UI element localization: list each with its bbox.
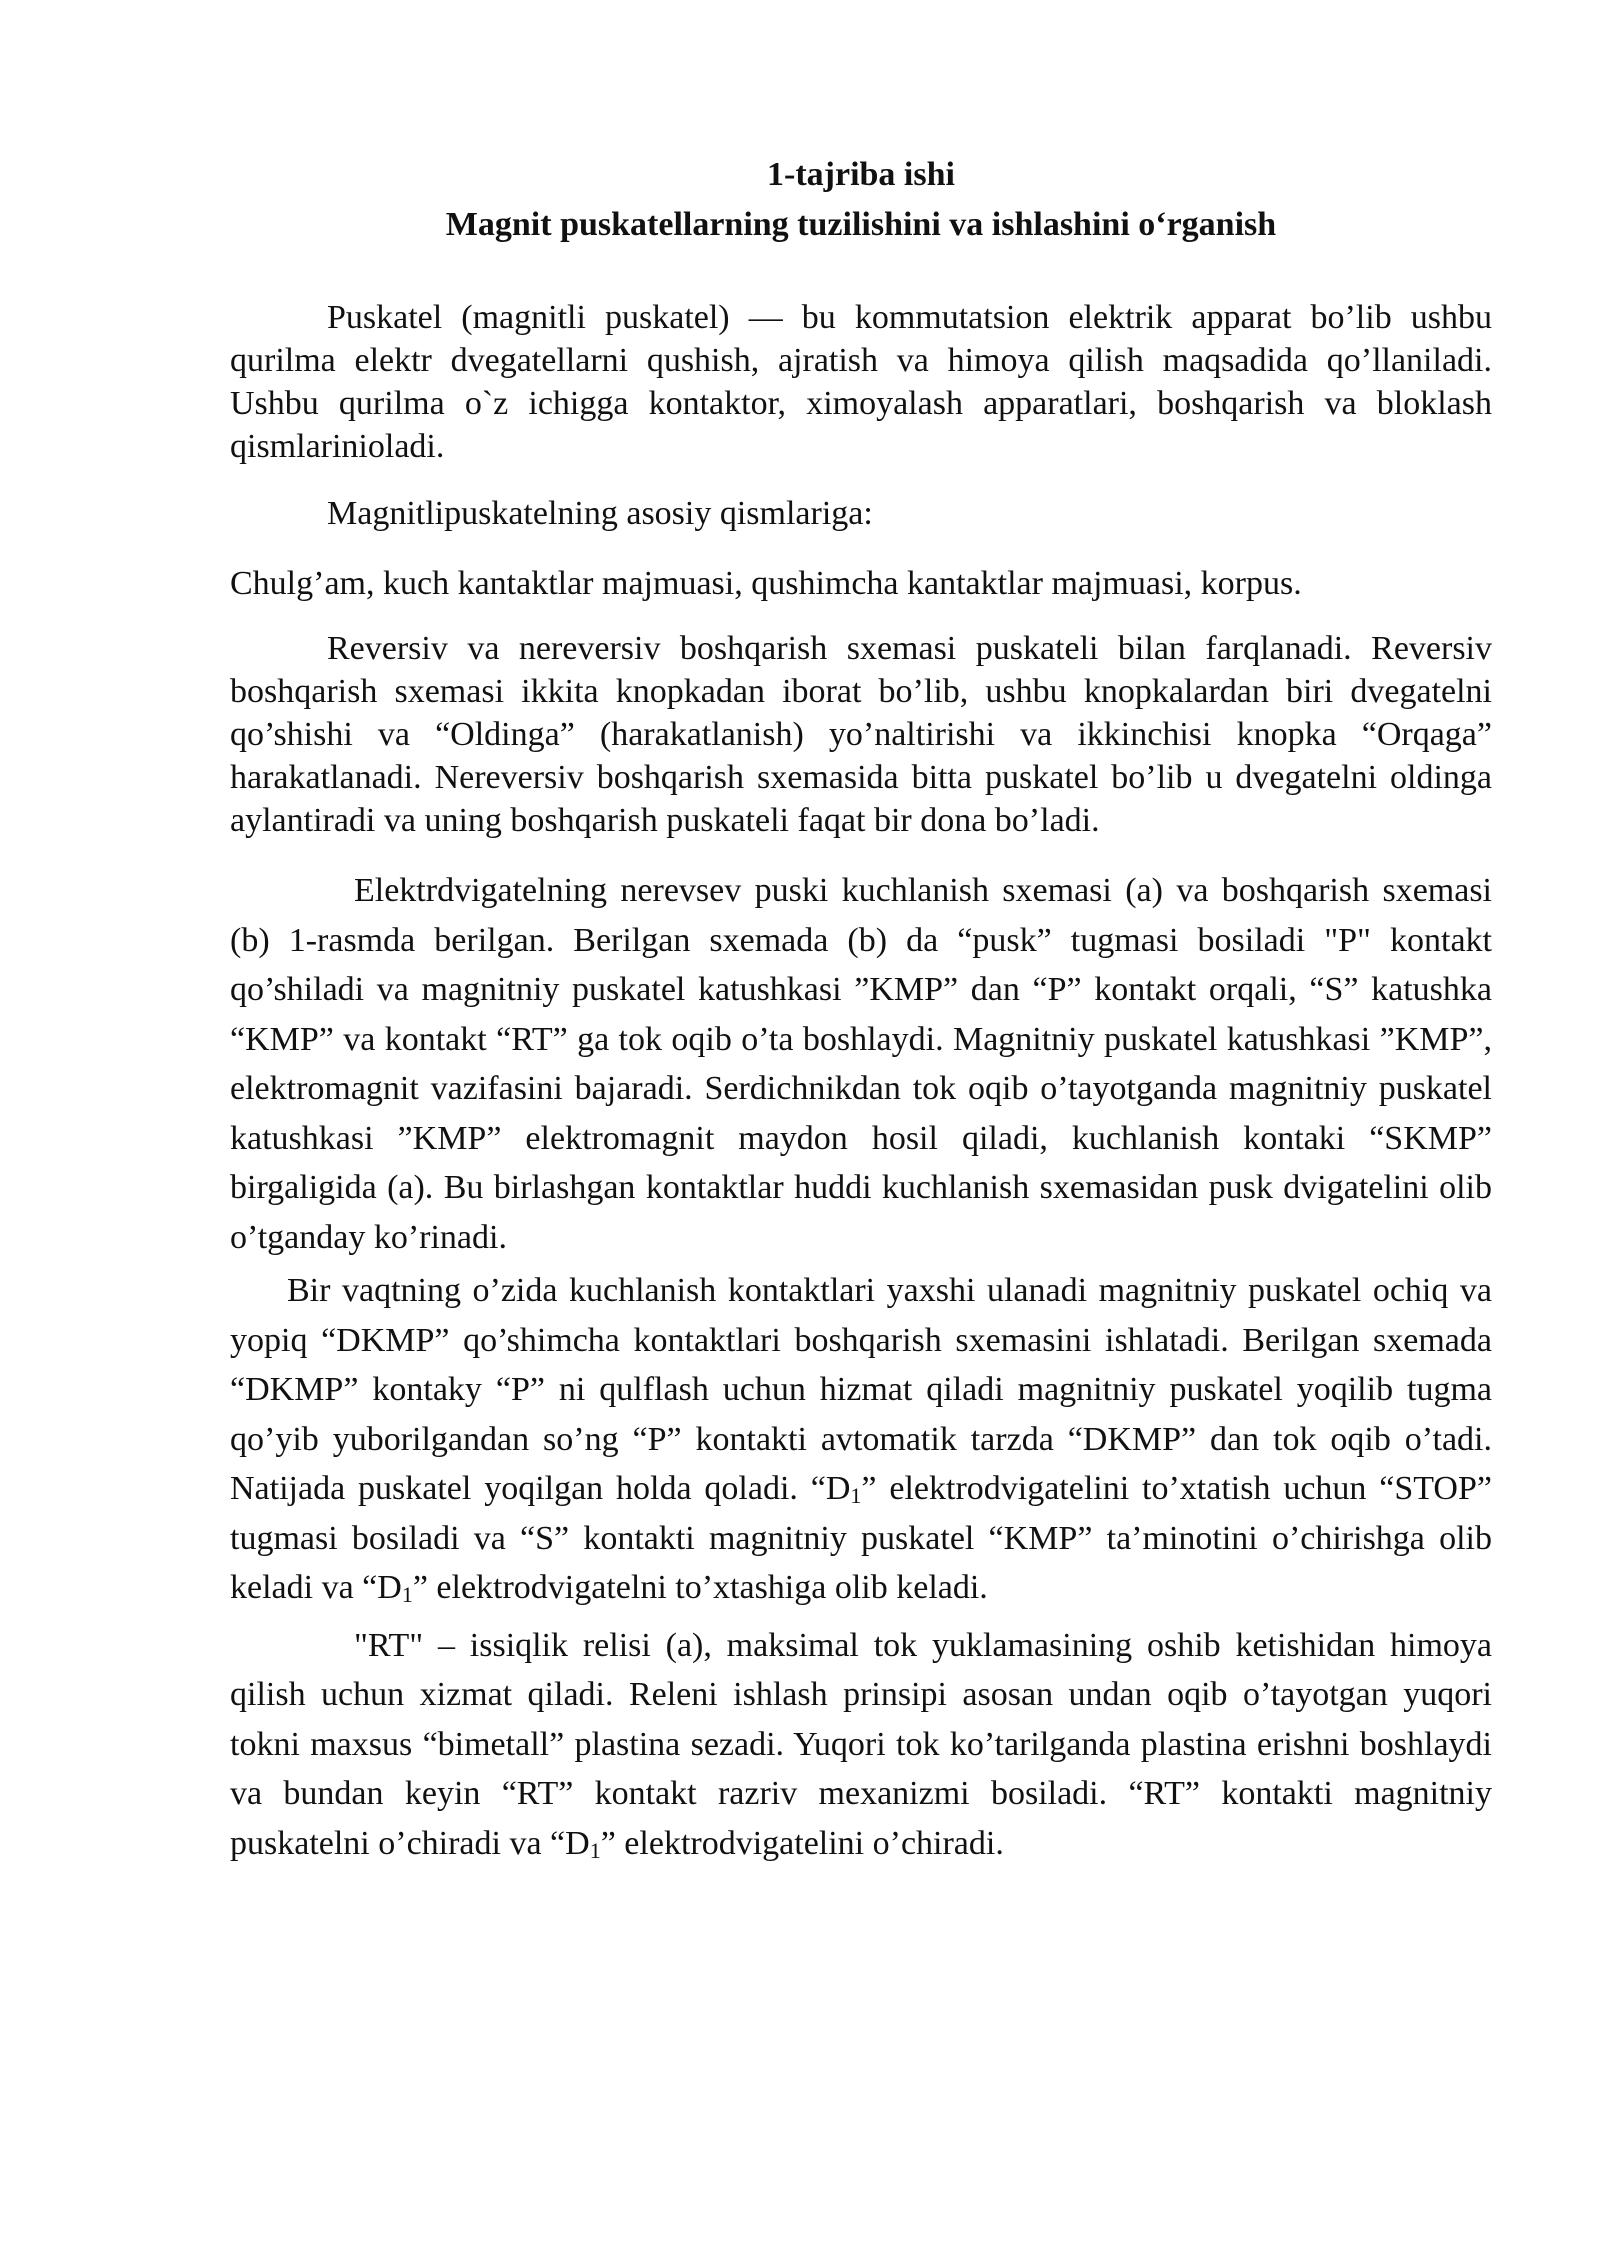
document-title: Magnit puskatellarning tuzilishini va ishlashini o‘rganish [445, 206, 1277, 243]
paragraph-thermal-relay-text-1: "RT" – issiqlik relisi (a), maksimal tok yuklamasining oshib ketishidan himoya qilish uchun xizmat qiladi. Releni ishlash prinsipi asosan undan oqib o’tayotgan yuqori tokni maxsus “bimetall” plastina sezadi. Yuqori tok ko’tarilganda plastina erishni boshlaydi va bundan keyin “RT” kontakt razriv mexanizmi bosiladi. “RT” kontakti magnitniy puskatelni o’chiradi va “D [230, 1626, 1492, 1862]
subscript-1: 1 [401, 1582, 413, 1607]
paragraph-thermal-relay-text-2: ” elektrodvigatelini o’chiradi. [600, 1824, 1004, 1862]
paragraph-contacts-text-1: Bir vaqtning o’zida kuchlanish kontaktlari yaxshi ulanadi magnitniy puskatel ochiq va yopiq “DKMP” qo’shimcha kontaktlari boshqarish sxemasini ishlatadi. Berilgan sxemada “DKMP” kontaky “P” ni qulflash uchun hizmat qiladi magnitniy puskatel yoqilib tugma qo’yib yuborilgandan so’ng “P” kontakti avtomatik tarzda “DKMP” dan tok oqib o’tadi. Natijada puskatel yoqilgan holda qoladi. “D [230, 1272, 1492, 1507]
lab-number-heading: 1-tajriba ishi [767, 156, 955, 193]
paragraph-thermal-relay [230, 1621, 1492, 1869]
paragraph-contacts-text-3: ” elektrodvigatelni to’xtashiga olib keladi. [412, 1569, 988, 1606]
subscript-1: 1 [589, 1837, 601, 1863]
paragraph-contacts-text-2: ” elektrodvigatelini to’xtatish uchun “STOP” tugmasi bosiladi va “S” kontakti magnitniy puskatel “KMP” ta’minotini o’chirishga olib keladi va “D [230, 1470, 1492, 1606]
document-body [230, 150, 1492, 1868]
paragraph-control-scheme: Elektrdvigatelning nerevsev puski kuchlanish sxemasi (a) va boshqarish sxemasi (b) 1-rasmda berilgan. Berilgan sxemada (b) da “pusk” tugmasi bosiladi "P" kontakt qo’shiladi va magnitniy puskatel katushkasi ”KMP” dan “P” kontakt orqali, “S” katushka “KMP” va kontakt “RT” ga tok oqib o’ta boshlaydi. Magnitniy puskatel katushkasi ”KMP”, elektromagnit vazifasini bajaradi. Serdichnikdan tok oqib o’tayotganda magnitniy puskatel katushkasi ”KMP” elektromagnit maydon hosil qiladi, kuchlanish kontaki “SKMP” birgaligida (a). Bu birlashgan kontaktlar huddi kuchlanish sxemasidan pusk dvigatelini olib o’tganday ko’rinadi. [230, 872, 1492, 1256]
paragraph-definition: Puskatel (magnitli puskatel) — bu kommutatsion elektrik apparat bo’lib ushbu qurilma elektr dvegatellarni qushish, ajratish va himoya qilish maqsadida qo’llaniladi. Ushbu qurilma o`z ichigga kontaktor, ximoyalash apparatlari, boshqarish va bloklash qismlarinioladi. [230, 299, 1492, 465]
subscript-1: 1 [850, 1483, 862, 1508]
paragraph-main-parts-list: Chulg’am, kuch kantaktlar majmuasi, qushimcha kantaktlar majmuasi, korpus. [230, 565, 1302, 602]
paragraph-reversive: Reversiv va nereversiv boshqarish sxemasi puskateli bilan farqlanadi. Reversiv boshqarish sxemasi ikkita knopkadan iborat bo’lib, ushbu knopkalardan biri dvegatelni qo’shishi va “Oldinga” (harakatlanish) yo’naltirishi va ikkinchisi knopka “Orqaga” harakatlanadi. Nereversiv boshqarish sxemasida bitta puskatel bo’lib u dvegatelni oldinga aylantiradi va uning boshqarish puskateli faqat bir dona bo’ladi. [230, 630, 1492, 839]
paragraph-contacts [230, 1266, 1492, 1613]
paragraph-main-parts-intro: Magnitlipuskatelning asosiy qismlariga: [327, 495, 873, 532]
